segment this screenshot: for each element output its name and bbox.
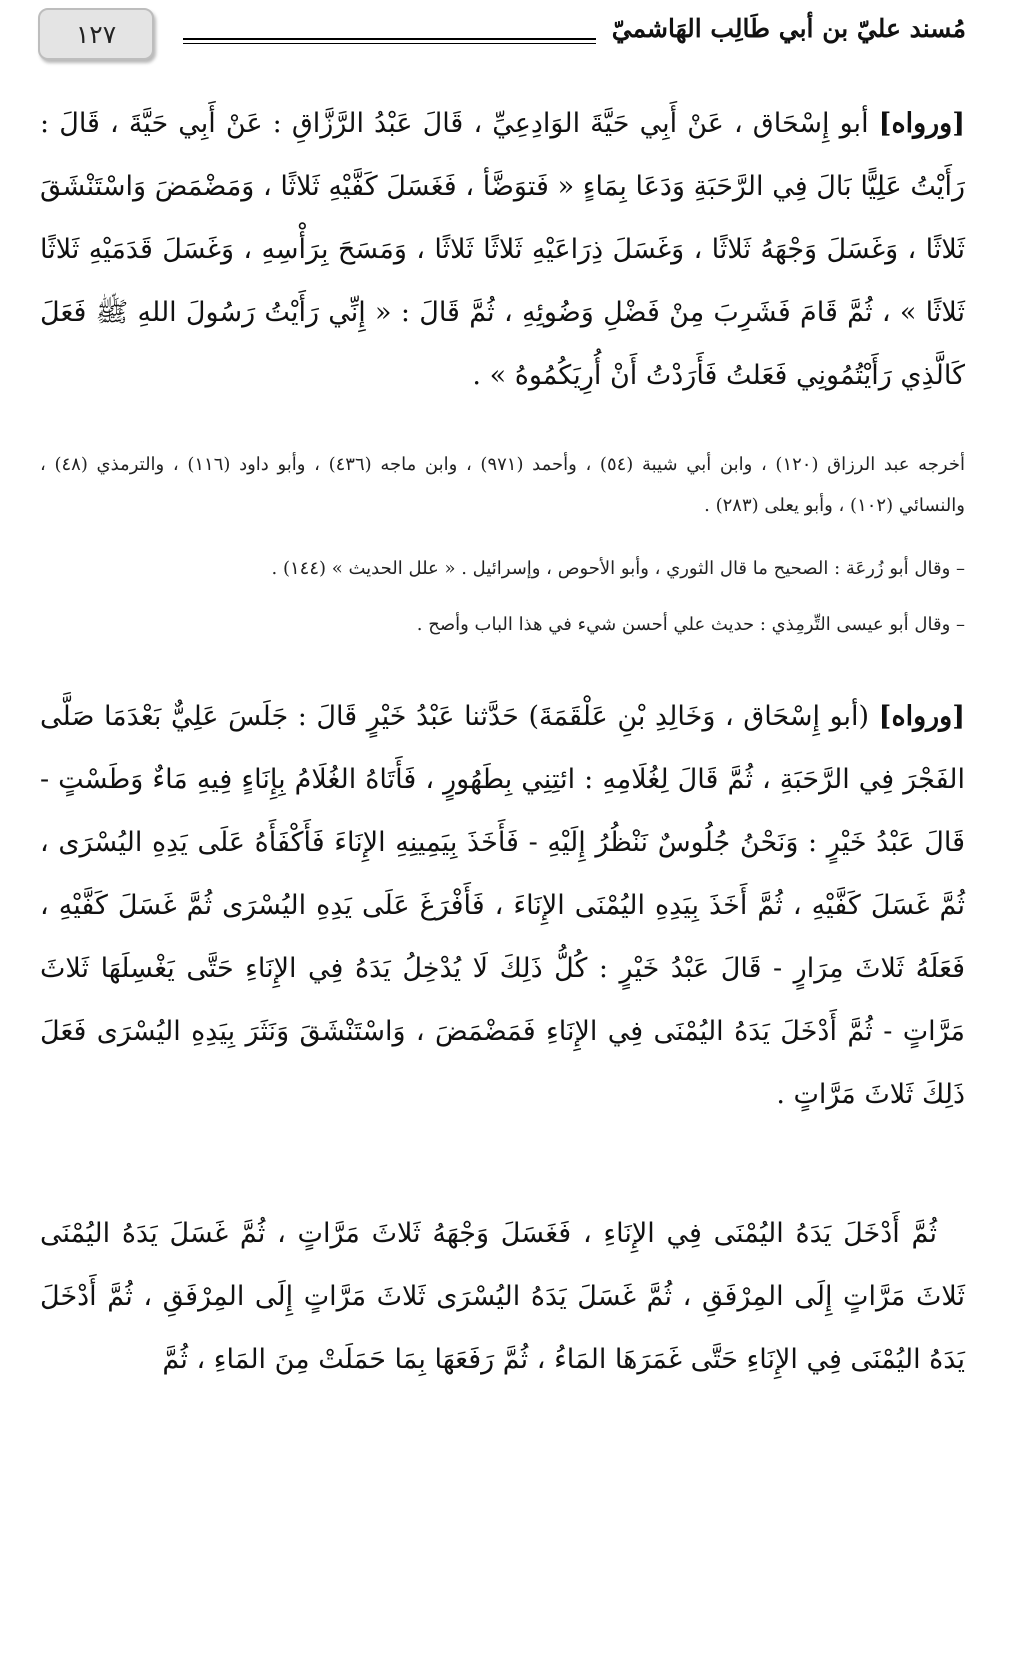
hadith-paragraph-1	[40, 92, 965, 407]
hadith-paragraph-3	[40, 1202, 965, 1391]
header-rule	[183, 38, 596, 44]
narration-lead: [ورواه]	[878, 108, 965, 139]
page-number-tab	[38, 8, 154, 60]
footnote-tirmidhi: – وقال أبو عيسى التِّرمِذي : حديث علي أحسن شيء في هذا الباب وأصح .	[416, 614, 965, 635]
paragraph-text: (أبو إِسْحَاق ، وَخَالِدِ بْنِ عَلْقَمَةَ) حَدَّثنا عَبْدُ خَيْرٍ قَالَ : جَلَسَ عَلِيٌّ بَعْدَمَا صَلَّى الفَجْرَ فِي الرَّحَبَةِ ، ثُمَّ قَالَ لِغُلَامِهِ : ائتِنِي بِطَهُورٍ ، فَأَتَاهُ الغُلَامُ بِإِنَاءٍ فِيهِ مَاءٌ وَطَسْتٍ - قَالَ عَبْدُ خَيْرٍ : وَنَحْنُ جُلُوسٌ نَنْظُرُ إِلَيْهِ - فَأَخَذَ بِيَمِينِهِ الإِنَاءَ فَأَكْفَأَهُ عَلَى يَدِهِ اليُسْرَى ، ثُمَّ غَسَلَ كَفَّيْهِ ، ثُمَّ أَخَذَ بِيَدِهِ اليُمْنَى الإِنَاءَ ، فَأَفْرَغَ عَلَى يَدِهِ اليُسْرَى ثُمَّ غَسَلَ كَفَّيْهِ ، فَعَلَهُ ثَلاثَ مِرَارٍ - قَالَ عَبْدُ خَيْرٍ : كُلُّ ذَلِكَ لَا يُدْخِلُ يَدَهُ فِي الإِنَاءِ حَتَّى يَغْسِلَهَا ثَلاثَ مَرَّاتٍ - ثُمَّ أَدْخَلَ يَدَهُ اليُمْنَى فِي الإِنَاءِ فَمَضْمَضَ ، وَاسْتَنْشَقَ وَنَثَرَ بِيَدِهِ اليُسْرَى فَعَلَ ذَلِكَ ثَلاثَ مَرَّاتٍ .	[40, 701, 965, 1110]
footnote-takhrij: أخرجه عبد الرزاق (١٢٠) ، وابن أبي شيبة (٥٤) ، وأحمد (٩٧١) ، وابن ماجه (٤٣٦) ، وأبو داود (١١٦) ، والترمذي (٤٨) ، والنسائي (١٠٢) ، وأبو يعلى (٢٨٣) .	[40, 454, 965, 516]
paragraph-text: ثُمَّ أَدْخَلَ يَدَهُ اليُمْنَى فِي الإِنَاءِ ، فَغَسَلَ وَجْهَهُ ثَلاثَ مَرَّاتٍ ، ثُمَّ غَسَلَ يَدَهُ اليُمْنَى ثَلاثَ مَرَّاتٍ إِلَى المِرْفَقِ ، ثُمَّ غَسَلَ يَدَهُ اليُسْرَى ثَلاثَ مَرَّاتٍ إِلَى المِرْفَقِ ، ثُمَّ أَدْخَلَ يَدَهُ اليُمْنَى فِي الإِنَاءِ حَتَّى غَمَرَهَا المَاءُ ، ثُمَّ رَفَعَهَا بِمَا حَمَلَتْ مِنَ المَاءِ ، ثُمَّ	[40, 1218, 965, 1375]
hadith-paragraph-2	[40, 685, 965, 1126]
running-title: مُسند عليّ بن أبي طَالِب الهَاشميّ	[611, 14, 966, 43]
page-header	[38, 8, 966, 60]
footnote-abu-zurah: – وقال أبو زُرعَة : الصحيح ما قال الثوري ، وأبو الأحوص ، وإسرائيل . « علل الحديث » (١٤٤) .	[271, 558, 965, 579]
narration-lead: [ورواه]	[878, 701, 965, 732]
page-number: ١٢٧	[75, 19, 117, 49]
paragraph-text: أبو إِسْحَاق ، عَنْ أَبِي حَيَّةَ الوَادِعِيِّ ، قَالَ عَبْدُ الرَّزَّاقِ : عَنْ أَبِي حَيَّةَ ، قَالَ : رَأَيْتُ عَلِيًّا بَالَ فِي الرَّحَبَةِ وَدَعَا بِمَاءٍ « فَتوَضَّأ ، فَغَسَلَ كَفَّيْهِ ثَلاثًا ، وَمَضْمَضَ وَاسْتَنْشَقَ ثَلاثًا ، وَغَسَلَ وَجْهَهُ ثَلاثًا ، وَغَسَلَ ذِرَاعَيْهِ ثَلاثًا ثَلاثًا ، وَمَسَحَ بِرَأْسِهِ ، وَغَسَلَ قَدَمَيْهِ ثَلاثًا ثَلاثًا » ، ثُمَّ قَامَ فَشَرِبَ مِنْ فَضْلِ وَضُوئِهِ ، ثُمَّ قَالَ : « إِنِّي رَأَيْتُ رَسُولَ اللهِ ﷺ فَعَلَ كَالَّذِي رَأَيْتُمُونِي فَعَلتُ فَأَرَدْتُ أَنْ أُرِيَكُمُوهُ » .	[40, 108, 965, 391]
